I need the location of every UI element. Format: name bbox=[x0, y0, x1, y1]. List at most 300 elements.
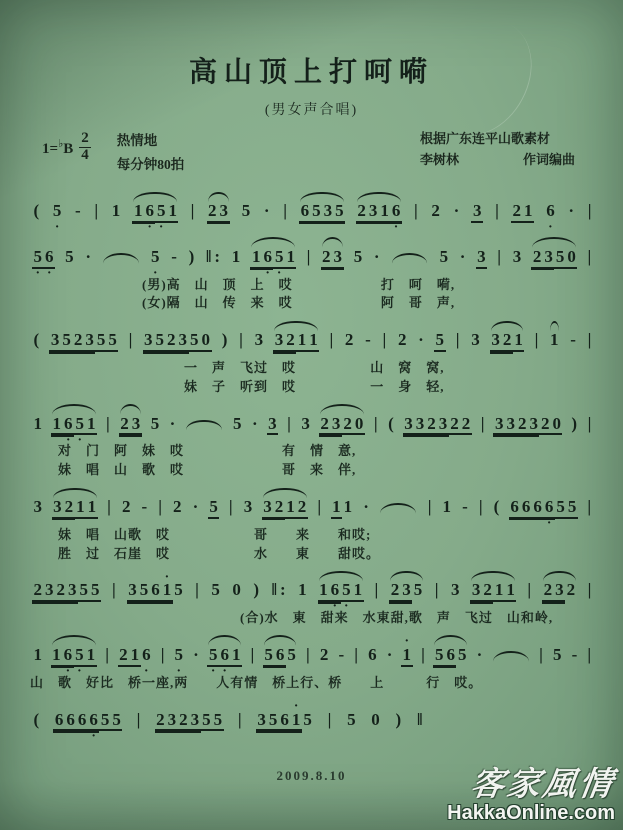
note-group bbox=[316, 498, 323, 517]
note-token: ) bbox=[253, 580, 259, 600]
note-group bbox=[458, 248, 467, 267]
note-group bbox=[172, 498, 184, 517]
note-group bbox=[132, 202, 178, 223]
note-group bbox=[415, 711, 424, 730]
note-group bbox=[250, 248, 296, 269]
meta-row bbox=[0, 119, 623, 176]
note-group bbox=[356, 202, 402, 223]
note-token: 3 bbox=[450, 580, 460, 600]
note-token: 5 bbox=[303, 709, 312, 729]
note-group bbox=[318, 581, 364, 602]
tempo-mood: 热情地 bbox=[116, 133, 158, 148]
note-token: 3 bbox=[414, 415, 426, 436]
note-token: | bbox=[250, 644, 255, 664]
notation-row bbox=[30, 634, 595, 674]
note-group bbox=[531, 248, 577, 269]
note-token: | bbox=[478, 497, 483, 517]
note-token: | bbox=[94, 201, 99, 221]
note-token: 2 bbox=[449, 415, 461, 436]
date: 2009.8.10 bbox=[276, 768, 347, 783]
note-group bbox=[252, 581, 261, 600]
note-group bbox=[157, 498, 164, 517]
note-token: 3 bbox=[218, 202, 230, 223]
note-group bbox=[253, 331, 265, 350]
note-token: · 6 bbox=[88, 711, 100, 732]
note-token: · 6 bbox=[390, 202, 402, 223]
note-group bbox=[367, 646, 379, 665]
note-token: | bbox=[587, 201, 592, 221]
note-token: 1 bbox=[523, 202, 535, 223]
note-token: 2 bbox=[173, 497, 182, 517]
note-group bbox=[492, 498, 501, 517]
note-token: 1 bbox=[85, 646, 97, 667]
note-token: | bbox=[128, 330, 133, 350]
note-group bbox=[328, 331, 335, 350]
note-group bbox=[552, 646, 564, 665]
music-line bbox=[30, 634, 595, 693]
note-token: · bbox=[193, 644, 199, 664]
note-token: · bbox=[251, 413, 258, 433]
note-token: 5 bbox=[413, 580, 423, 600]
notation-row bbox=[30, 486, 595, 526]
note-token: | bbox=[587, 413, 592, 433]
note-token: 2 bbox=[155, 711, 167, 732]
note-token: 3 bbox=[166, 711, 178, 732]
lyric-row: (女)隔 山 传 来 哎 阿 哥 声, bbox=[30, 295, 456, 311]
note-token: 2 bbox=[356, 202, 368, 223]
note-token: 5 bbox=[457, 644, 467, 664]
note-token: 3 bbox=[52, 498, 64, 519]
note-token: 0 bbox=[353, 415, 365, 436]
note-token: 3 bbox=[262, 498, 274, 519]
note-group bbox=[387, 415, 396, 434]
note-token: · 5 bbox=[173, 646, 185, 665]
note-token: 3 bbox=[301, 413, 310, 433]
note-group bbox=[430, 202, 442, 221]
note-token: 3 bbox=[528, 415, 540, 436]
note-group bbox=[372, 415, 379, 434]
note-group bbox=[305, 646, 312, 665]
note-token: · bbox=[263, 201, 270, 221]
note-token: · bbox=[373, 246, 380, 266]
note-token: | bbox=[228, 497, 233, 517]
subtitle: (男女声合唱) bbox=[264, 103, 359, 118]
note-group bbox=[53, 711, 122, 732]
note-token: 6 bbox=[520, 498, 532, 519]
note-token: | bbox=[374, 580, 379, 600]
note-token: 3 bbox=[512, 246, 522, 266]
note-token: 3 bbox=[437, 415, 449, 436]
note-token: 0 bbox=[371, 709, 380, 729]
note-token: 3 bbox=[476, 248, 488, 269]
note-group bbox=[32, 331, 41, 350]
note-token: 2 bbox=[431, 201, 440, 221]
note-group bbox=[477, 498, 484, 517]
note-token: | bbox=[587, 246, 592, 266]
note-token: 1 bbox=[132, 202, 144, 223]
note-group bbox=[542, 581, 577, 602]
note-token: 1 bbox=[493, 581, 505, 602]
notation-row bbox=[30, 699, 426, 739]
note-group bbox=[417, 331, 426, 350]
note-group bbox=[470, 581, 516, 602]
note-token: 3 bbox=[273, 331, 285, 352]
note-group bbox=[49, 331, 118, 352]
note-token: | bbox=[107, 497, 111, 517]
note-token: 2 bbox=[166, 331, 178, 352]
note-group bbox=[140, 498, 149, 517]
note-token: 1 bbox=[51, 415, 63, 436]
note-token: 1 bbox=[285, 498, 297, 519]
note-token: 2 bbox=[63, 498, 75, 519]
music-line bbox=[30, 236, 595, 313]
note-token: | bbox=[421, 644, 425, 664]
note-token: 1 bbox=[308, 331, 320, 352]
note-group bbox=[438, 248, 450, 267]
note-token: 5 bbox=[263, 646, 275, 667]
note-group bbox=[270, 581, 287, 600]
note-token: 1 bbox=[379, 202, 391, 223]
note-group bbox=[471, 202, 483, 223]
note-group bbox=[394, 711, 403, 730]
note-token: · 1 bbox=[161, 581, 173, 602]
note-group bbox=[434, 331, 446, 352]
notation-row bbox=[30, 319, 595, 359]
note-token: - bbox=[171, 246, 177, 266]
note-group bbox=[586, 646, 593, 665]
note-group bbox=[120, 498, 132, 517]
note-group bbox=[396, 331, 408, 350]
lyric-row: (合)水 東 甜来 水東甜,歌 声 飞过 山和岭, bbox=[30, 610, 554, 626]
note-token: 3 bbox=[505, 415, 517, 436]
note-token: 3 bbox=[67, 581, 79, 602]
note-token: 3 bbox=[84, 331, 96, 352]
note-token: ‖ bbox=[205, 246, 212, 266]
note-group bbox=[119, 415, 142, 436]
note-group bbox=[187, 248, 196, 267]
note-token: | bbox=[158, 497, 162, 517]
note-group bbox=[84, 248, 93, 267]
music-line bbox=[30, 569, 595, 628]
note-token: · 6 bbox=[141, 646, 153, 665]
note-group bbox=[526, 581, 533, 600]
note-token: 0 bbox=[566, 248, 578, 269]
note-group bbox=[32, 646, 44, 665]
notation-row bbox=[30, 236, 595, 276]
note-token: | bbox=[427, 497, 432, 517]
note-token: 5 bbox=[433, 646, 445, 667]
note-token: | bbox=[587, 580, 592, 600]
lyric-row: 胜 过 石崖 哎 水 東 甜哎。 bbox=[30, 545, 381, 561]
music-line bbox=[30, 403, 595, 480]
credit-name: 李树林 bbox=[419, 151, 459, 167]
note-group bbox=[150, 248, 162, 267]
note-token: 5 bbox=[553, 644, 562, 664]
tie-arc bbox=[186, 420, 222, 431]
note-token: · 5 bbox=[155, 202, 167, 223]
note-token: · bbox=[192, 497, 199, 517]
note-group bbox=[231, 581, 243, 600]
note-group bbox=[32, 581, 101, 602]
note-token: · 1 bbox=[290, 711, 302, 732]
note-token: ( bbox=[493, 497, 500, 517]
note-token: 3 bbox=[471, 202, 483, 223]
note-token: 5 bbox=[555, 498, 567, 519]
note-token: : bbox=[279, 580, 286, 600]
note-group bbox=[110, 581, 117, 600]
note-token: ( bbox=[388, 413, 394, 433]
note-token: 5 bbox=[65, 246, 74, 266]
note-token: | bbox=[414, 201, 418, 221]
note-token: · bbox=[568, 201, 575, 221]
note-token: 1 bbox=[442, 497, 452, 517]
note-token: 5 bbox=[61, 331, 73, 352]
note-group bbox=[370, 711, 382, 730]
credit-author-row bbox=[420, 150, 575, 171]
note-group bbox=[337, 646, 346, 665]
note-token: 3 bbox=[256, 711, 268, 732]
lyric-row: (男)高 山 顶 上 哎 打 呵 嗬, bbox=[30, 276, 456, 292]
note-token: | bbox=[434, 580, 439, 600]
note-token: 5 bbox=[267, 711, 279, 732]
note-token: · 5 bbox=[207, 646, 219, 667]
note-group bbox=[267, 415, 279, 436]
note-token: 3 bbox=[471, 330, 480, 350]
note-token: 1 bbox=[298, 580, 307, 600]
music-line bbox=[30, 319, 595, 396]
note-token: | bbox=[306, 246, 311, 266]
note-group bbox=[352, 248, 364, 267]
note-group bbox=[403, 415, 472, 436]
note-token: 3 bbox=[130, 415, 142, 436]
note-group bbox=[149, 415, 161, 434]
note-group bbox=[586, 581, 593, 600]
note-group bbox=[159, 646, 166, 665]
note-token: 6 bbox=[368, 644, 377, 664]
note-token: 0 bbox=[551, 415, 563, 436]
note-token: · 6 bbox=[262, 248, 274, 269]
note-token: ) bbox=[395, 709, 402, 729]
note-group bbox=[191, 498, 200, 517]
note-token: 3 bbox=[470, 581, 482, 602]
note-group bbox=[64, 248, 76, 267]
note-group bbox=[204, 248, 221, 267]
time-signature: $\frac{2}{4}$ bbox=[81, 130, 89, 163]
note-token: · 6 bbox=[144, 202, 156, 223]
note-token: 2 bbox=[342, 415, 354, 436]
note-token: 5 bbox=[201, 711, 213, 732]
note-token: | bbox=[373, 413, 378, 433]
note-group bbox=[106, 498, 113, 517]
note-token: | bbox=[327, 709, 332, 729]
note-group bbox=[426, 498, 433, 517]
note-group bbox=[155, 711, 224, 732]
note-group bbox=[372, 248, 381, 267]
note-group bbox=[240, 202, 252, 221]
note-group bbox=[118, 646, 153, 667]
note-token: 1 bbox=[86, 498, 98, 519]
note-token: 5 bbox=[566, 498, 578, 519]
note-token: 6 bbox=[53, 711, 65, 732]
note-token: | bbox=[190, 201, 195, 221]
note-group bbox=[32, 498, 44, 517]
note-token: 5 bbox=[439, 246, 449, 266]
note-token: | bbox=[455, 330, 460, 350]
note-token: · bbox=[363, 497, 369, 517]
note-group bbox=[586, 202, 593, 221]
lyric-row: 一 声 飞过 哎 山 窝 窝, bbox=[30, 360, 445, 375]
note-token: 2 bbox=[119, 415, 131, 436]
note-token: · 5 bbox=[341, 581, 353, 602]
score bbox=[0, 190, 623, 738]
note-group bbox=[470, 331, 482, 350]
note-token: 6 bbox=[76, 711, 88, 732]
note-token: · 5 bbox=[74, 646, 86, 667]
note-token: 3 bbox=[554, 581, 566, 602]
credit-source: 根据广东连平山歌素材 bbox=[419, 131, 550, 146]
note-token: 2 bbox=[426, 415, 438, 436]
note-group bbox=[127, 331, 134, 350]
note-group bbox=[476, 248, 488, 269]
note-token: | bbox=[497, 246, 502, 266]
note-group bbox=[305, 248, 312, 267]
note-group bbox=[262, 498, 308, 519]
note-token: · 6 bbox=[62, 415, 74, 436]
note-token: 5 bbox=[78, 581, 90, 602]
note-token: | bbox=[105, 644, 109, 664]
note-group bbox=[569, 331, 578, 350]
note-token: | bbox=[111, 580, 116, 600]
note-group bbox=[74, 202, 83, 221]
note-token: 6 bbox=[532, 498, 544, 519]
credits-block bbox=[420, 129, 575, 171]
note-token: 3 bbox=[322, 202, 334, 223]
note-token: · 1 bbox=[401, 646, 413, 667]
lyric-row: 妹 唱 山 歌 哎 哥 来 伴, bbox=[30, 462, 357, 478]
note-group bbox=[210, 581, 222, 600]
note-token: 5 bbox=[95, 331, 107, 352]
note-token: 2 bbox=[531, 248, 543, 269]
note-group bbox=[413, 202, 420, 221]
note-token: 3 bbox=[403, 415, 415, 436]
note-group bbox=[127, 581, 185, 602]
note-token: 3 bbox=[543, 248, 555, 269]
note-group bbox=[454, 331, 461, 350]
note-token: | bbox=[237, 709, 242, 729]
note-token: 3 bbox=[490, 331, 502, 352]
note-token: | bbox=[527, 580, 532, 600]
watermark-site: HakkaOnline.com bbox=[447, 802, 615, 824]
note-token: 5 bbox=[150, 413, 160, 433]
note-token: ) bbox=[188, 246, 195, 266]
note-token: · 6 bbox=[44, 248, 56, 269]
note-token: | bbox=[317, 497, 322, 517]
tempo-key-block bbox=[42, 129, 184, 176]
notation-row bbox=[30, 569, 595, 609]
note-token: · bbox=[459, 246, 466, 266]
note-token: ( bbox=[33, 201, 40, 221]
note-group bbox=[135, 711, 142, 730]
note-token: : bbox=[214, 246, 221, 266]
note-group bbox=[493, 415, 562, 436]
note-group bbox=[104, 646, 111, 665]
lyric-row: 山 歌 好比 桥一座,两 人有情 桥上行、桥 上 行 哎。 bbox=[30, 674, 483, 690]
note-token: 2 bbox=[118, 646, 130, 667]
note-token: ( bbox=[33, 709, 40, 729]
note-group bbox=[511, 202, 534, 223]
note-token: 2 bbox=[72, 331, 84, 352]
note-group bbox=[586, 498, 593, 517]
note-token: | bbox=[534, 330, 539, 350]
note-token: 3 bbox=[267, 415, 279, 436]
note-group bbox=[262, 202, 271, 221]
note-token: ‖ bbox=[271, 580, 277, 600]
flat-sign: ♭ bbox=[58, 138, 64, 150]
note-token: 1 bbox=[296, 331, 308, 352]
note-token: 2 bbox=[516, 415, 528, 436]
note-token: - bbox=[570, 330, 576, 350]
note-token: 6 bbox=[279, 711, 291, 732]
note-token: 6 bbox=[274, 646, 286, 667]
note-group bbox=[509, 498, 578, 519]
note-token: · 6 bbox=[329, 581, 341, 602]
note-token: 3 bbox=[493, 415, 505, 436]
note-group bbox=[373, 581, 380, 600]
note-group bbox=[263, 646, 298, 667]
note-group bbox=[192, 646, 201, 665]
note-token: 1 bbox=[129, 646, 141, 667]
note-token: 3 bbox=[143, 331, 155, 352]
note-token: 5 bbox=[311, 202, 323, 223]
note-group bbox=[250, 415, 259, 434]
note-group bbox=[168, 415, 177, 434]
note-token: 2 bbox=[319, 644, 329, 664]
note-token: 1 bbox=[33, 413, 42, 433]
note-group bbox=[385, 646, 394, 665]
note-token: 6 bbox=[65, 711, 77, 732]
note-group bbox=[343, 331, 355, 350]
note-token: 3 bbox=[44, 581, 56, 602]
note-group bbox=[362, 498, 371, 517]
note-group bbox=[511, 248, 523, 267]
note-token: · bbox=[169, 413, 176, 433]
note-token: 5 bbox=[212, 711, 224, 732]
note-group bbox=[364, 331, 373, 350]
note-token: 5 bbox=[208, 498, 220, 519]
note-group bbox=[331, 498, 354, 519]
note-token: 6 bbox=[445, 646, 457, 667]
note-token: 5 bbox=[211, 580, 220, 600]
note-token: 3 bbox=[33, 497, 42, 517]
note-token: 5 bbox=[174, 580, 183, 600]
note-group bbox=[238, 331, 245, 350]
note-group bbox=[496, 248, 503, 267]
note-token: 0 bbox=[200, 331, 212, 352]
note-token: 3 bbox=[243, 497, 253, 517]
note-group bbox=[461, 498, 470, 517]
note-token: 5 bbox=[347, 709, 356, 729]
note-group bbox=[545, 202, 557, 221]
note-group bbox=[353, 646, 360, 665]
note-group bbox=[570, 415, 579, 434]
note-token: 1 bbox=[513, 331, 525, 352]
note-token: 1 bbox=[167, 202, 179, 223]
note-token: 5 bbox=[434, 331, 446, 352]
tie-arc bbox=[103, 253, 139, 264]
note-token: 1 bbox=[231, 246, 241, 266]
tempo-bpm: 每分钟80拍 bbox=[116, 156, 185, 172]
note-token: | bbox=[306, 644, 310, 664]
